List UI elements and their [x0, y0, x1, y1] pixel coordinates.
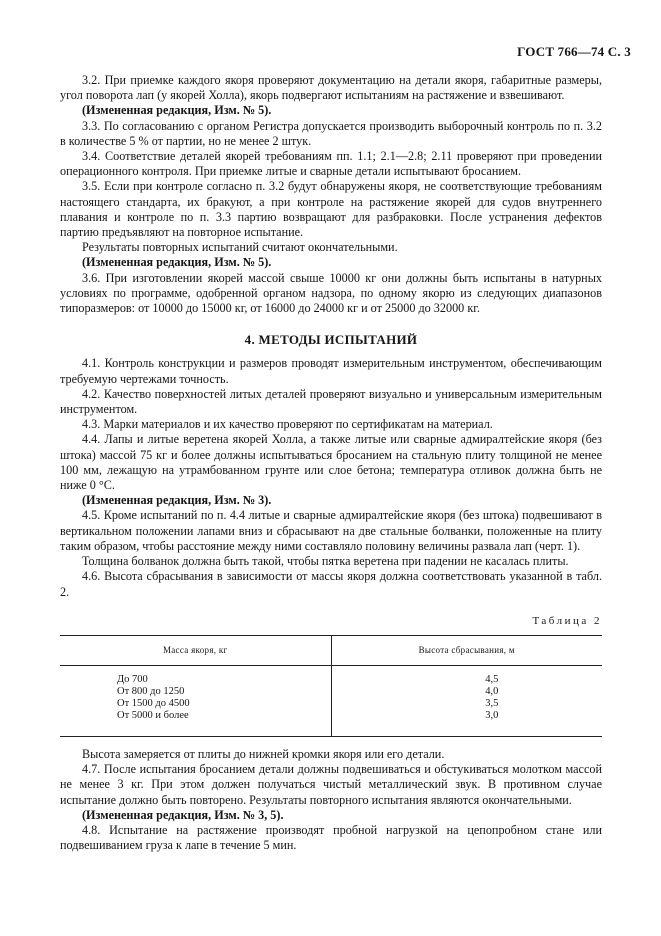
table-header-mass: Масса якоря, кг [60, 635, 331, 665]
paragraph-4-6: 4.6. Высота сбрасывания в зависимости от массы якоря должна соответствовать указанной в табл. 2. [60, 569, 602, 599]
table-cell-mass: От 5000 и более [117, 709, 189, 721]
table-cell-height: 4,5 [485, 673, 499, 685]
paragraph-4-8: 4.8. Испытание на растяжение производят пробной нагрузкой на цепопробном стане или подвешиванием груза к лапе в течение 5 мин. [60, 822, 602, 853]
paragraph-3-2: 3.2. При приемке каждого якоря проверяют документацию на детали якоря, габаритные размеры, угол поворота лап (у якорей Холла), якорь подвергают испытаниям на растяжение и взвешивают. [60, 73, 602, 103]
edition-note: (Измененная редакция, Изм. № 3). [82, 493, 272, 508]
table-cell-height: 3,5 [485, 697, 499, 709]
paragraph-3-3: 3.3. По согласованию с органом Регистра допускается производить выборочный контроль по п. 3.2 в количестве 5 % от партии, но не менее 2 штук. [60, 118, 602, 148]
page-header: ГОСТ 766—74 С. 3 [517, 44, 631, 59]
paragraph-4-1: 4.1. Контроль конструкции и размеров проводят измерительным инструментом, обеспечивающим требуемую чертежами точность. [60, 356, 602, 386]
paragraph-4-3: 4.3. Марки материалов и их качество проверяют по сертификатам на материал. [82, 417, 493, 432]
table-header-row [60, 635, 602, 665]
edition-note: (Измененная редакция, Изм. № 3, 5). [82, 807, 284, 822]
section-title: 4. МЕТОДЫ ИСПЫТАНИЙ [244, 332, 418, 348]
drop-height-table [60, 635, 602, 737]
table-header-height: Высота сбрасывания, м [331, 635, 602, 665]
table-cell-mass: От 1500 до 4500 [117, 697, 190, 709]
paragraph-3-4: 3.4. Соответствие деталей якорей требованиям пп. 1.1; 2.1—2.8; 2.11 проверяют при проведении операционного контроля. При приемке литые и сварные детали испытывают бросанием. [60, 149, 602, 179]
table-body-row [60, 665, 602, 736]
paragraph-thickness: Толщина болванок должна быть такой, чтобы пятка веретена при падении не касалась плиты. [82, 554, 569, 569]
paragraph-3-5: 3.5. Если при контроле согласно п. 3.2 будут обнаружены якоря, не соответствующие требованиям настоящего стандарта, их бракуют, а при контроле на растяжение якорей для судов внутреннего плавания и контроле по п. 3.3 партию возвращают для разбраковки. После устранения дефектов партию предъявляют на повторное испытание. [60, 179, 602, 240]
table-mass-column [60, 665, 331, 736]
paragraph-4-7: 4.7. После испытания бросанием детали должны подвешиваться и обстукиваться молотком массой не менее 3 кг. При этом должен получаться чистый металлический звук. В противном случае испытание должно быть повторено. Результаты повторного испытания являются окончательными. [60, 762, 602, 807]
paragraph-4-2: 4.2. Качество поверхностей литых деталей проверяют визуально и универсальным измерительным инструментом. [60, 386, 602, 417]
table-cell-height: 4,0 [485, 685, 499, 697]
edition-note: (Измененная редакция, Изм. № 5). [82, 103, 272, 118]
table-cell-mass: От 800 до 1250 [117, 685, 185, 697]
table-cell-height: 3,0 [485, 709, 499, 721]
paragraph-height-measure: Высота замеряется от плиты до нижней кромки якоря или его детали. [82, 746, 445, 761]
edition-note: (Измененная редакция, Изм. № 5). [82, 255, 272, 270]
paragraph-4-4: 4.4. Лапы и литые веретена якорей Холла, а также литые или сварные адмиралтейские якоря (без штока) массой 75 кг и более должны испытываться бросанием на стальную плиту толщиной не менее 100 мм, лежащую на утрамбованном грунте или слое бетона; температура отливок должна быть не ниже 0 °С. [60, 432, 602, 493]
paragraph-4-5: 4.5. Кроме испытаний по п. 4.4 литые и сварные адмиралтейские якоря (без штока) подвешивают в вертикальном положении лапами вниз и сбрасывают на две стальные болванки, положенные на плиту таким образом, чтобы расстояние между ними составляло половину величины развала лап (черт. 1). [60, 508, 602, 553]
document-body [60, 73, 602, 853]
table-cell-mass: До 700 [117, 673, 148, 685]
table-caption: Таблица 2 [532, 614, 602, 627]
table-height-column [331, 665, 602, 736]
paragraph-results: Результаты повторных испытаний считают окончательными. [82, 240, 398, 255]
paragraph-3-6: 3.6. При изготовлении якорей массой свыше 10000 кг они должны быть испытаны в натурных условиях по программе, одобренной органом надзора, по одному якорю из следующих диапазонов типоразмеров: от 10000 до 15000 кг, от 16000 до 24000 кг и от 25000 до 32000 кг. [60, 270, 602, 316]
